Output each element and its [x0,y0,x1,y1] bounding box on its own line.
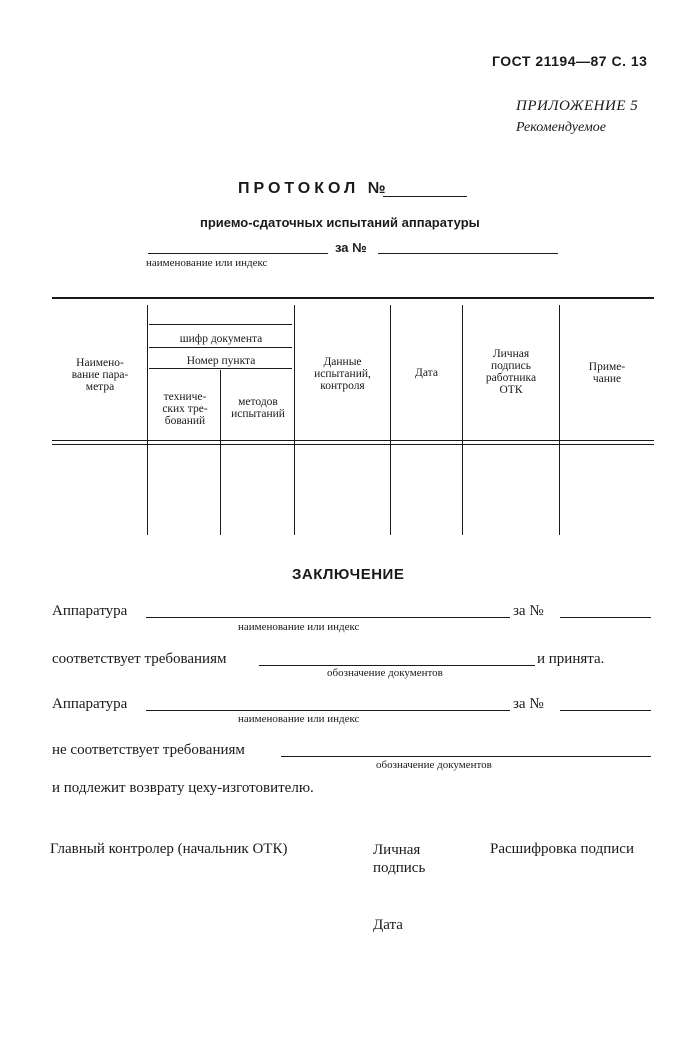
col-date: Дата [415,367,438,379]
protocol-subtitle: приемо-сдаточных испытаний аппаратуры [200,215,480,230]
table-top-rule [52,297,654,299]
col-item-number: Номер пункта [186,355,256,367]
appendix-status: Рекомендуемое [516,120,606,135]
col-param-name: Наимено- вание пара- метра [71,357,129,393]
apparatus-name-line [146,710,510,711]
table-subheader-rule [149,347,292,348]
table-col-divider [559,305,560,535]
protocol-number-line [383,196,467,197]
not-complies-label: не соответствует требованиям [52,742,245,758]
signature-decoding-label: Расшифровка подписи [490,841,634,857]
apparatus-number-line [560,710,651,711]
table-doc-code-rule [149,324,292,325]
table-col-divider [147,305,148,535]
personal-signature-label: Личная подпись [373,842,426,876]
col-tech-requirements: техниче- ских тре- бований [162,391,208,427]
table-subheader-rule [149,368,292,369]
apparatus-number-line [378,253,558,254]
table-col-divider [462,305,463,535]
col-note: Приме- чание [588,361,626,385]
table-col-divider [390,305,391,535]
table-header-rule-1 [52,440,654,441]
documents-caption: обозначение документов [376,759,492,771]
documents-caption: обозначение документов [327,667,443,679]
chief-controller-label: Главный контролер (начальник ОТК) [50,841,288,857]
standard-page-header: ГОСТ 21194—87 С. 13 [492,53,648,69]
apparatus-za-no: за № [513,696,544,712]
apparatus-label: Аппаратура [52,696,128,712]
return-label: и подлежит возврату цеху-изготовителю. [52,780,314,796]
apparatus-name-line [146,617,510,618]
col-test-methods: методов испытаний [231,396,285,420]
apparatus-label: Аппаратура [52,603,128,619]
table-header-rule-2 [52,444,654,445]
col-test-data: Данные испытаний, контроля [314,356,371,392]
accepted-label: и принята. [537,651,605,667]
col-doc-code: шифр документа [179,333,263,345]
signoff-date-label: Дата [373,917,403,933]
col-signature: Личная подпись работника ОТК [485,348,537,396]
conclusion-title: ЗАКЛЮЧЕНИЕ [292,566,405,583]
documents-line [281,756,651,757]
appendix-label: ПРИЛОЖЕНИЕ 5 [516,98,639,114]
apparatus-name-caption: наименование или индекс [238,713,360,725]
protocol-za-no: за № [335,240,367,255]
name-caption: наименование или индекс [146,257,268,269]
table-col-divider [294,305,295,535]
documents-line [259,665,535,666]
apparatus-za-no: за № [513,603,544,619]
apparatus-number-line [560,617,651,618]
apparatus-name-line [148,253,328,254]
complies-label: соответствует требованиям [52,651,227,667]
apparatus-name-caption: наименование или индекс [238,621,360,633]
protocol-title: ПРОТОКОЛ № [238,180,390,197]
